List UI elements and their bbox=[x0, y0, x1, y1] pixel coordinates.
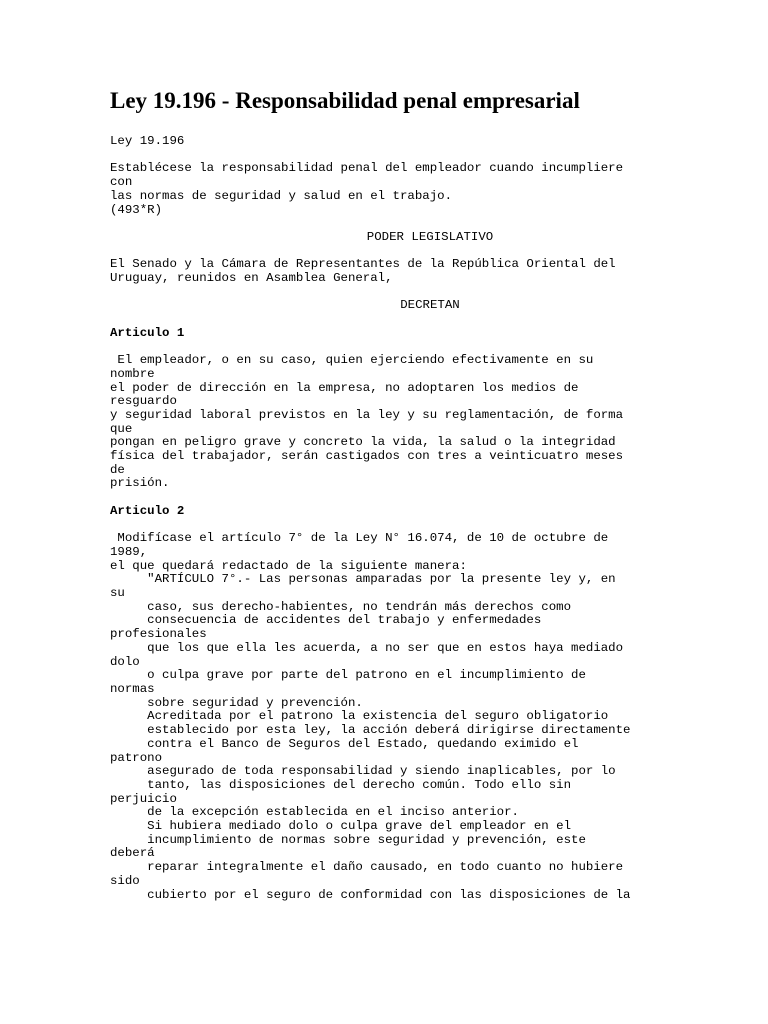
spacer bbox=[110, 116, 750, 135]
article-2-body: Modifícase el artículo 7° de la Ley N° 16.074, de 10 de octubre de 1989, el que quedará redactado de la siguiente manera: "ARTÍCULO 7°.- Las personas amparadas por la presente ley y, en su caso, sus derecho-habientes, no tendrán más derechos como consecuencia de accidentes del trabajo y enfermedades profesionales que los que ella les acuerda, a no ser que en estos haya mediado dolo o culpa grave por parte del patrono en el incumplimiento de normas sobre seguridad y prevención. Acreditada por el patrono la existencia del seguro obligatorio establecido por esta ley, la acción deberá dirigirse directamente contra el Banco de Seguros del Estado, quedando eximido el patrono asegurado de toda responsabilidad y siendo inaplicables, por lo tanto, las disposiciones del derecho común. Todo ello sin perjuicio de la excepción establecida en el inciso anterior. Si hubiera mediado dolo o culpa grave del empleador en el incumplimiento de normas sobre seguridad y prevención, este deberá reparar integralmente el daño causado, en todo cuanto no hubiere sido cubierto por el seguro de conformidad con las disposiciones de la bbox=[110, 531, 631, 902]
spacer bbox=[110, 313, 750, 327]
document-title: Ley 19.196 - Responsabilidad penal empresarial bbox=[110, 88, 580, 113]
spacer bbox=[110, 519, 750, 533]
law-summary: Establécese la responsabilidad penal del empleador cuando incumpliere con las normas de seguridad y salud en el trabajo. (493*R) bbox=[110, 161, 624, 217]
spacer bbox=[110, 217, 750, 231]
document-page bbox=[110, 86, 750, 902]
spacer bbox=[110, 245, 750, 259]
preamble: El Senado y la Cámara de Representantes de la República Oriental del Uruguay, reunidos en Asamblea General, bbox=[110, 257, 616, 285]
spacer bbox=[110, 286, 750, 300]
article-1-body: El empleador, o en su caso, quien ejerciendo efectivamente en su nombre el poder de dirección en la empresa, no adoptaren los medios de resguardo y seguridad laboral previstos en la ley y su reglamentación, de forma que pongan en peligro grave y concreto la vida, la salud o la integridad física del trabajador, serán castigados con tres a veinticuatro meses de prisión. bbox=[110, 353, 624, 491]
law-number: Ley 19.196 bbox=[110, 134, 185, 148]
spacer bbox=[110, 340, 750, 354]
spacer bbox=[110, 149, 750, 163]
power-heading: PODER LEGISLATIVO bbox=[366, 229, 494, 244]
spacer bbox=[110, 491, 750, 505]
article-1-heading: Articulo 1 bbox=[110, 325, 185, 340]
article-2-heading: Articulo 2 bbox=[110, 503, 185, 518]
decree-heading: DECRETAN bbox=[400, 298, 460, 313]
